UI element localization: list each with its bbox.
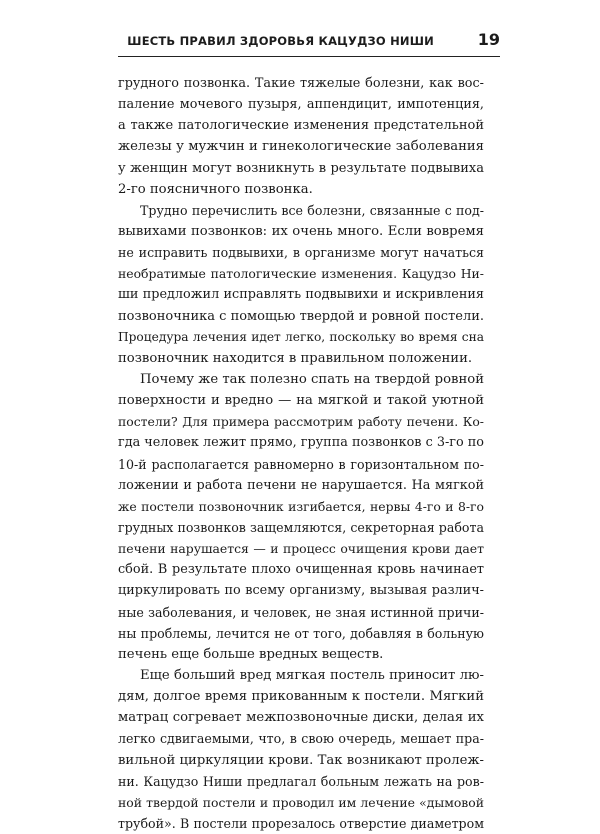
text-line: трубой». В постели прорезалось отверстие диаметром (118, 815, 484, 831)
text-line: а также патологические изменения предстательной (118, 118, 484, 134)
running-title: ШЕСТЬ ПРАВИЛ ЗДОРОВЬЯ КАЦУДЗО НИШИ (127, 34, 434, 48)
text-line: позвоночник находится в правильном положении. (118, 350, 473, 366)
text-line: ной твердой постели и проводил им лечение «дымовой (118, 794, 484, 810)
text-line: вильной циркуляции крови. Так возникают пролеж- (118, 752, 484, 768)
text-line: ши предложил исправлять подвывихи и искривления (118, 287, 484, 303)
paragraph (118, 665, 484, 834)
text-line: легко сдвигаемыми, что, в свою очередь, мешает пра- (118, 731, 484, 747)
text-line: 2-го поясничного позвонка. (118, 181, 313, 197)
text-line: поверхности и вредно — на мягкой и такой уютной (118, 393, 484, 409)
text-line: у женщин могут возникнуть в результате подвывиха (118, 160, 484, 176)
text-line: вывихами позвонков: их очень много. Если вовремя (118, 223, 484, 239)
page-number: 19 (477, 30, 500, 49)
paragraph (118, 200, 484, 369)
text-line: железы у мужчин и гинекологические заболевания (118, 139, 484, 155)
text-line: постели? Для примера рассмотрим работу печени. Ко- (118, 414, 484, 430)
text-line: же постели позвоночник изгибается, нервы 4-го и 8-го (118, 498, 484, 514)
text-line: 10-й располагается равномерно в горизонтальном по- (118, 456, 484, 472)
text-line: Еще больший вред мягкая постель приносит лю- (140, 667, 484, 683)
header-rule (118, 56, 500, 57)
text-line: позвоночника с помощью твердой и ровной постели. (118, 308, 484, 324)
text-line: ные заболевания, и человек, не зная истинной причи- (118, 604, 484, 620)
text-line: гда человек лежит прямо, группа позвонков с 3-го по (118, 435, 484, 451)
text-line: сбой. В результате плохо очищенная кровь начинает (118, 562, 484, 578)
text-line: ложении и работа печени не нарушается. На мягкой (118, 477, 484, 493)
paragraph (118, 369, 484, 665)
text-line: паление мочевого пузыря, аппендицит, импотенция, (118, 97, 484, 113)
text-line: матрац согревает межпозвоночные диски, делая их (118, 710, 484, 726)
text-line: ны проблемы, лечится не от того, добавляя в больную (118, 625, 484, 641)
text-line: печени нарушается — и процесс очищения крови дает (118, 541, 484, 557)
text-line: необратимые патологические изменения. Кацудзо Ни- (118, 266, 484, 282)
text-line: Трудно перечислить все болезни, связанные с под- (140, 202, 484, 218)
paragraph (118, 73, 484, 200)
text-line: грудных позвонков защемляются, секреторная работа (118, 519, 484, 535)
text-line: циркулировать по всему организму, вызывая различ- (118, 583, 484, 599)
text-line: Процедура лечения идет легко, поскольку во время сна (118, 329, 484, 344)
page-header (118, 30, 502, 52)
text-line: грудного позвонка. Такие тяжелые болезни, как вос- (118, 76, 484, 91)
text-line: дям, долгое время прикованным к постели. Мягкий (118, 689, 484, 705)
text-line: не исправить подвывихи, в организме могут начаться (118, 245, 484, 261)
text-line: ни. Кацудзо Ниши предлагал больным лежать на ров- (118, 773, 484, 789)
text-line: Почему же так полезно спать на твердой ровной (140, 371, 484, 387)
body-text (118, 73, 484, 834)
text-line: печень еще больше вредных веществ. (118, 646, 384, 662)
